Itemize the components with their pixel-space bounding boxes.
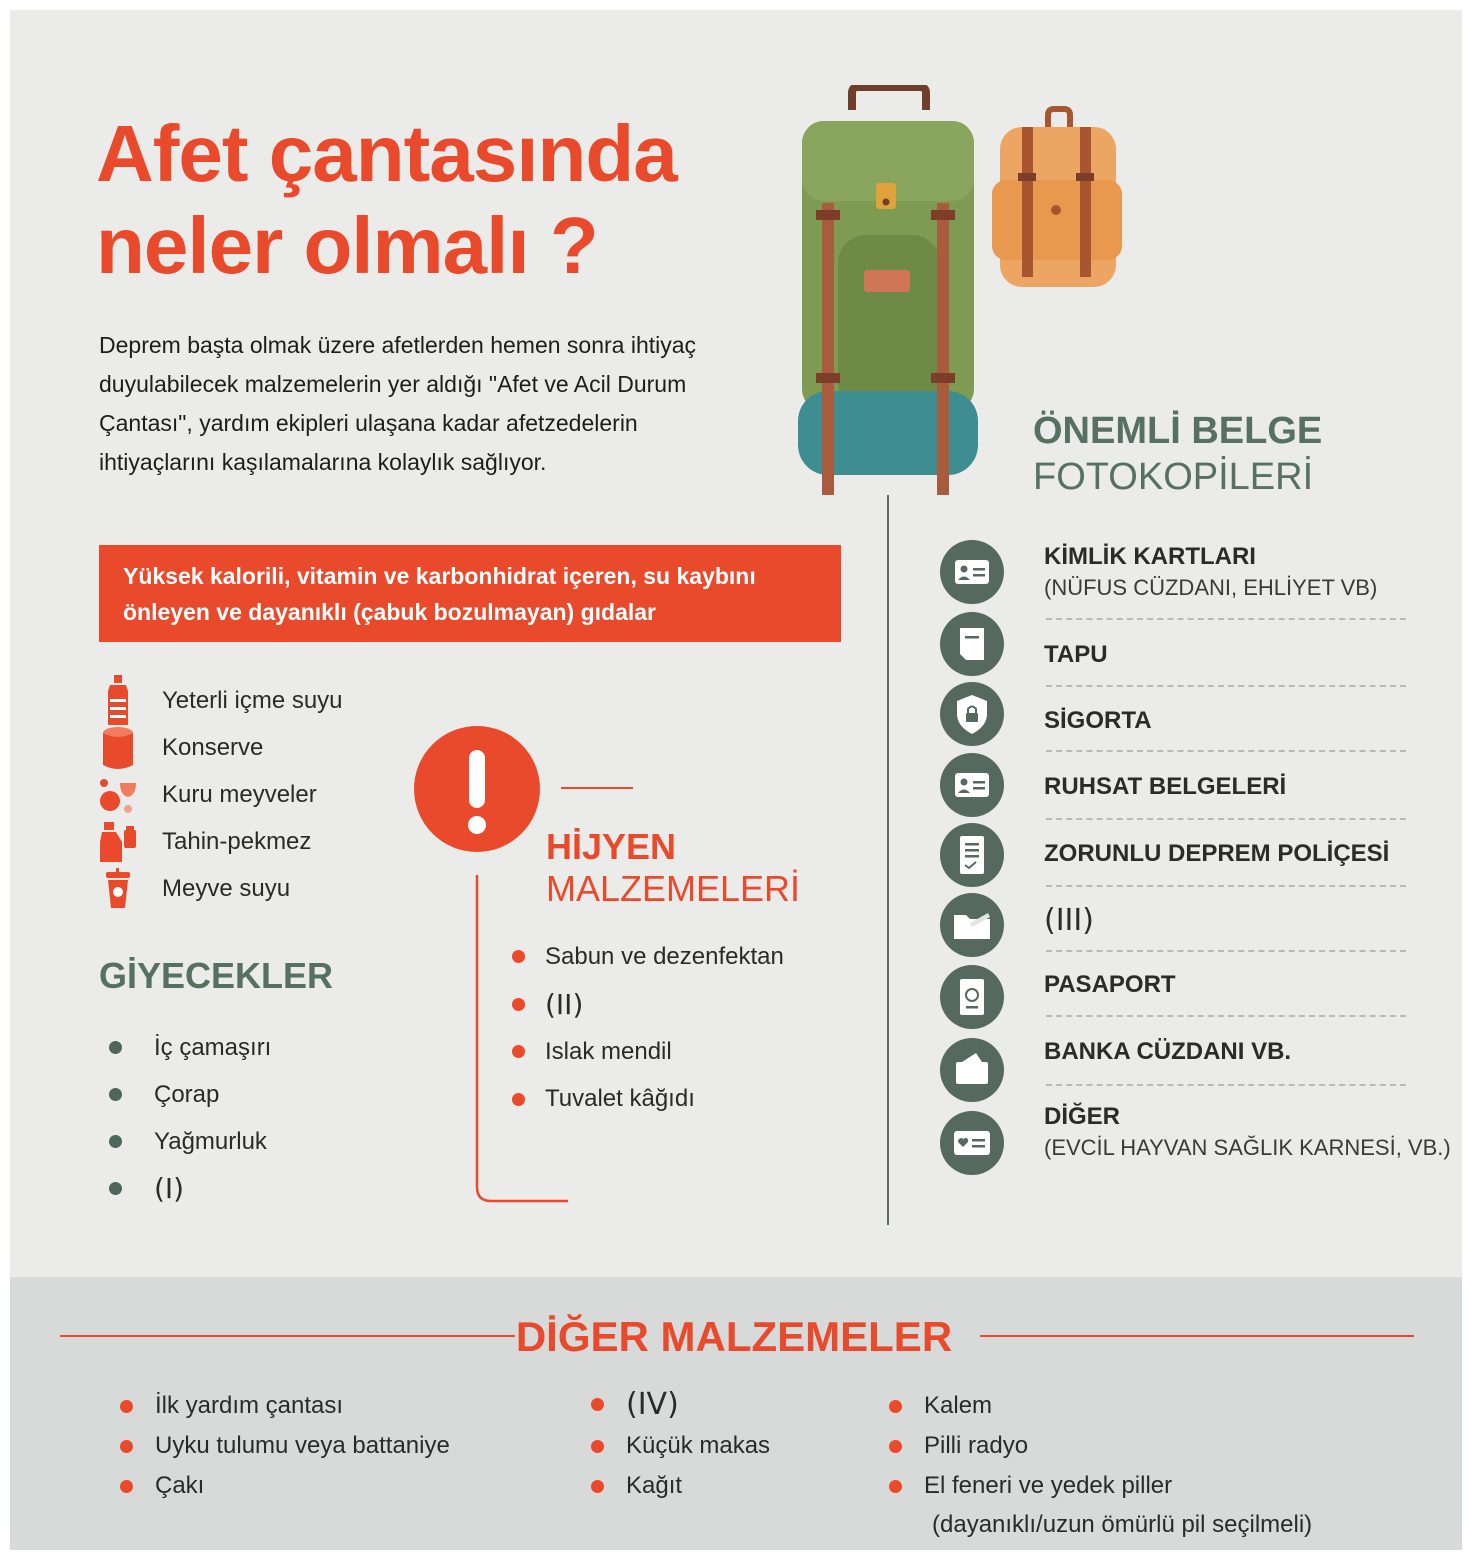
divider bbox=[1046, 818, 1406, 820]
list-item bbox=[512, 933, 784, 981]
document-label: KİMLİK KARTLARI bbox=[1044, 543, 1256, 570]
bullet-icon bbox=[512, 1045, 525, 1058]
divider bbox=[1046, 1015, 1406, 1017]
document-label: (III) bbox=[1044, 903, 1094, 938]
clothes-title: GİYECEKLER bbox=[99, 955, 334, 996]
food-item-label: Konserve bbox=[162, 733, 264, 761]
battery-note: (dayanıklı/uzun ömürlü pil seçilmeli) bbox=[932, 1511, 1313, 1538]
list-item bbox=[96, 818, 343, 865]
bullet-icon bbox=[591, 1440, 604, 1453]
list-item bbox=[889, 1386, 1172, 1426]
food-item-label: Kuru meyveler bbox=[162, 780, 317, 808]
id-card-icon bbox=[940, 540, 1004, 604]
bullet-icon bbox=[120, 1440, 133, 1453]
list-item bbox=[109, 1071, 271, 1118]
food-item-label: Tahin-pekmez bbox=[162, 827, 312, 855]
list-item bbox=[120, 1386, 450, 1426]
document-label: RUHSAT BELGELERİ bbox=[1044, 773, 1287, 800]
food-list bbox=[96, 677, 343, 912]
policy-document-icon bbox=[940, 823, 1004, 887]
other-item-label: Çakı bbox=[155, 1472, 205, 1499]
bullet-icon bbox=[109, 1182, 122, 1195]
other-item-label: Küçük makas bbox=[626, 1432, 771, 1459]
hygiene-item-label: Islak mendil bbox=[545, 1037, 672, 1065]
folder-icon bbox=[940, 893, 1004, 957]
bullet-icon bbox=[109, 1041, 122, 1054]
divider bbox=[1046, 685, 1406, 687]
hygiene-item-label: (II) bbox=[545, 987, 584, 1021]
hygiene-title-bold: HİJYEN bbox=[546, 826, 677, 867]
document-label: BANKA CÜZDANI VB. bbox=[1044, 1038, 1292, 1065]
bullet-icon bbox=[889, 1400, 902, 1413]
list-item bbox=[109, 1165, 271, 1212]
license-card-icon bbox=[940, 753, 1004, 817]
bullet-icon bbox=[591, 1480, 604, 1493]
other-list-col2 bbox=[591, 1382, 770, 1506]
list-item bbox=[120, 1466, 450, 1506]
bullet-icon bbox=[120, 1400, 133, 1413]
list-item bbox=[96, 865, 343, 912]
clothes-item-label: (I) bbox=[154, 1172, 185, 1205]
divider bbox=[1046, 618, 1406, 620]
other-supplies-title: DİĞER MALZEMELER bbox=[515, 1313, 953, 1360]
hygiene-list bbox=[512, 933, 784, 1123]
deed-document-icon bbox=[940, 612, 1004, 676]
clothes-item-label: İç çamaşırı bbox=[154, 1033, 272, 1061]
divider bbox=[1046, 1084, 1406, 1086]
list-item bbox=[512, 981, 784, 1029]
bullet-icon bbox=[512, 998, 525, 1011]
document-label: SİGORTA bbox=[1044, 707, 1152, 734]
other-list-col1 bbox=[120, 1386, 450, 1506]
bullet-icon bbox=[512, 1093, 525, 1106]
exclamation-icon bbox=[414, 726, 540, 852]
bullet-icon bbox=[889, 1480, 902, 1493]
documents-title-bold: ÖNEMLİ BELGE bbox=[1033, 410, 1323, 452]
list-item bbox=[96, 677, 343, 724]
title-line-2: neler olmalı ? bbox=[96, 201, 598, 290]
title-line-1: Afet çantasında bbox=[96, 109, 677, 198]
passport-icon bbox=[940, 965, 1004, 1029]
divider bbox=[1046, 885, 1406, 887]
document-label: TAPU bbox=[1044, 641, 1108, 668]
divider bbox=[561, 787, 633, 789]
list-item bbox=[109, 1024, 271, 1071]
document-sublabel: (NÜFUS CÜZDANI, EHLİYET VB) bbox=[1044, 575, 1378, 600]
bullet-icon bbox=[512, 950, 525, 963]
food-banner: Yüksek kalorili, vitamin ve karbonhidrat içeren, su kaybını önleyen ve dayanıklı (çabuk bozulmayan) gıdalar bbox=[99, 545, 841, 642]
other-item-label: İlk yardım çantası bbox=[155, 1392, 344, 1419]
hygiene-item-label: Tuvalet kâğıdı bbox=[545, 1085, 695, 1113]
divider bbox=[1046, 750, 1406, 752]
list-item bbox=[591, 1426, 770, 1466]
wallet-icon bbox=[940, 1038, 1004, 1102]
hygiene-title-light: MALZEMELERİ bbox=[546, 868, 801, 909]
list-item bbox=[889, 1466, 1172, 1506]
list-item bbox=[120, 1426, 450, 1466]
list-item bbox=[96, 771, 343, 818]
list-item bbox=[96, 724, 343, 771]
hygiene-item-label: Sabun ve dezenfektan bbox=[545, 942, 784, 970]
divider bbox=[1046, 950, 1406, 952]
document-sublabel: (EVCİL HAYVAN SAĞLIK KARNESİ, VB.) bbox=[1044, 1135, 1451, 1160]
bullet-icon bbox=[889, 1440, 902, 1453]
intro-paragraph: Deprem başta olmak üzere afetlerden hemen sonra ihtiyaç duyulabilecek malzemelerin yer aldığı "Afet ve Acil Durum Çantası", yardım ekipleri ulaşana kadar afetzedelerin ihtiyaçlarını kaşılamalarına kolaylık sağlıyor. bbox=[99, 332, 697, 475]
clothes-item-label: Çorap bbox=[154, 1080, 220, 1108]
list-item bbox=[512, 1076, 784, 1124]
documents-title-light: FOTOKOPİLERİ bbox=[1033, 456, 1314, 498]
food-item-label: Meyve suyu bbox=[162, 874, 291, 902]
juice-cup-icon bbox=[96, 867, 140, 911]
other-list-col3 bbox=[889, 1386, 1172, 1506]
shield-lock-icon bbox=[940, 682, 1004, 746]
bullet-icon bbox=[591, 1398, 604, 1411]
pet-card-icon bbox=[940, 1111, 1004, 1175]
hygiene-title bbox=[546, 826, 800, 910]
clothes-list bbox=[109, 1024, 271, 1212]
other-item-label: (IV) bbox=[626, 1386, 679, 1422]
can-icon bbox=[96, 726, 140, 770]
jar-icon bbox=[96, 820, 140, 864]
documents-title bbox=[1033, 408, 1322, 500]
document-label: PASAPORT bbox=[1044, 971, 1176, 998]
list-item bbox=[109, 1118, 271, 1165]
food-item-label: Yeterli içme suyu bbox=[162, 686, 343, 714]
document-label: DİĞER bbox=[1044, 1103, 1121, 1130]
other-item-label: El feneri ve yedek piller bbox=[924, 1472, 1173, 1499]
dried-fruit-icon bbox=[96, 773, 140, 817]
other-item-label: Uyku tulumu veya battaniye bbox=[155, 1432, 450, 1459]
other-item-label: Kalem bbox=[924, 1392, 993, 1419]
list-item bbox=[889, 1426, 1172, 1466]
other-item-label: Pilli radyo bbox=[924, 1432, 1029, 1459]
other-item-label: Kağıt bbox=[626, 1472, 683, 1499]
vertical-divider bbox=[887, 495, 889, 1225]
water-bottle-icon bbox=[96, 679, 140, 723]
list-item bbox=[591, 1466, 770, 1506]
bullet-icon bbox=[109, 1088, 122, 1101]
page-title bbox=[96, 108, 796, 292]
clothes-item-label: Yağmurluk bbox=[154, 1127, 267, 1155]
document-label: ZORUNLU DEPREM POLİÇESİ bbox=[1044, 840, 1390, 867]
bullet-icon bbox=[120, 1480, 133, 1493]
list-item bbox=[591, 1382, 770, 1426]
bullet-icon bbox=[109, 1135, 122, 1148]
list-item bbox=[512, 1028, 784, 1076]
